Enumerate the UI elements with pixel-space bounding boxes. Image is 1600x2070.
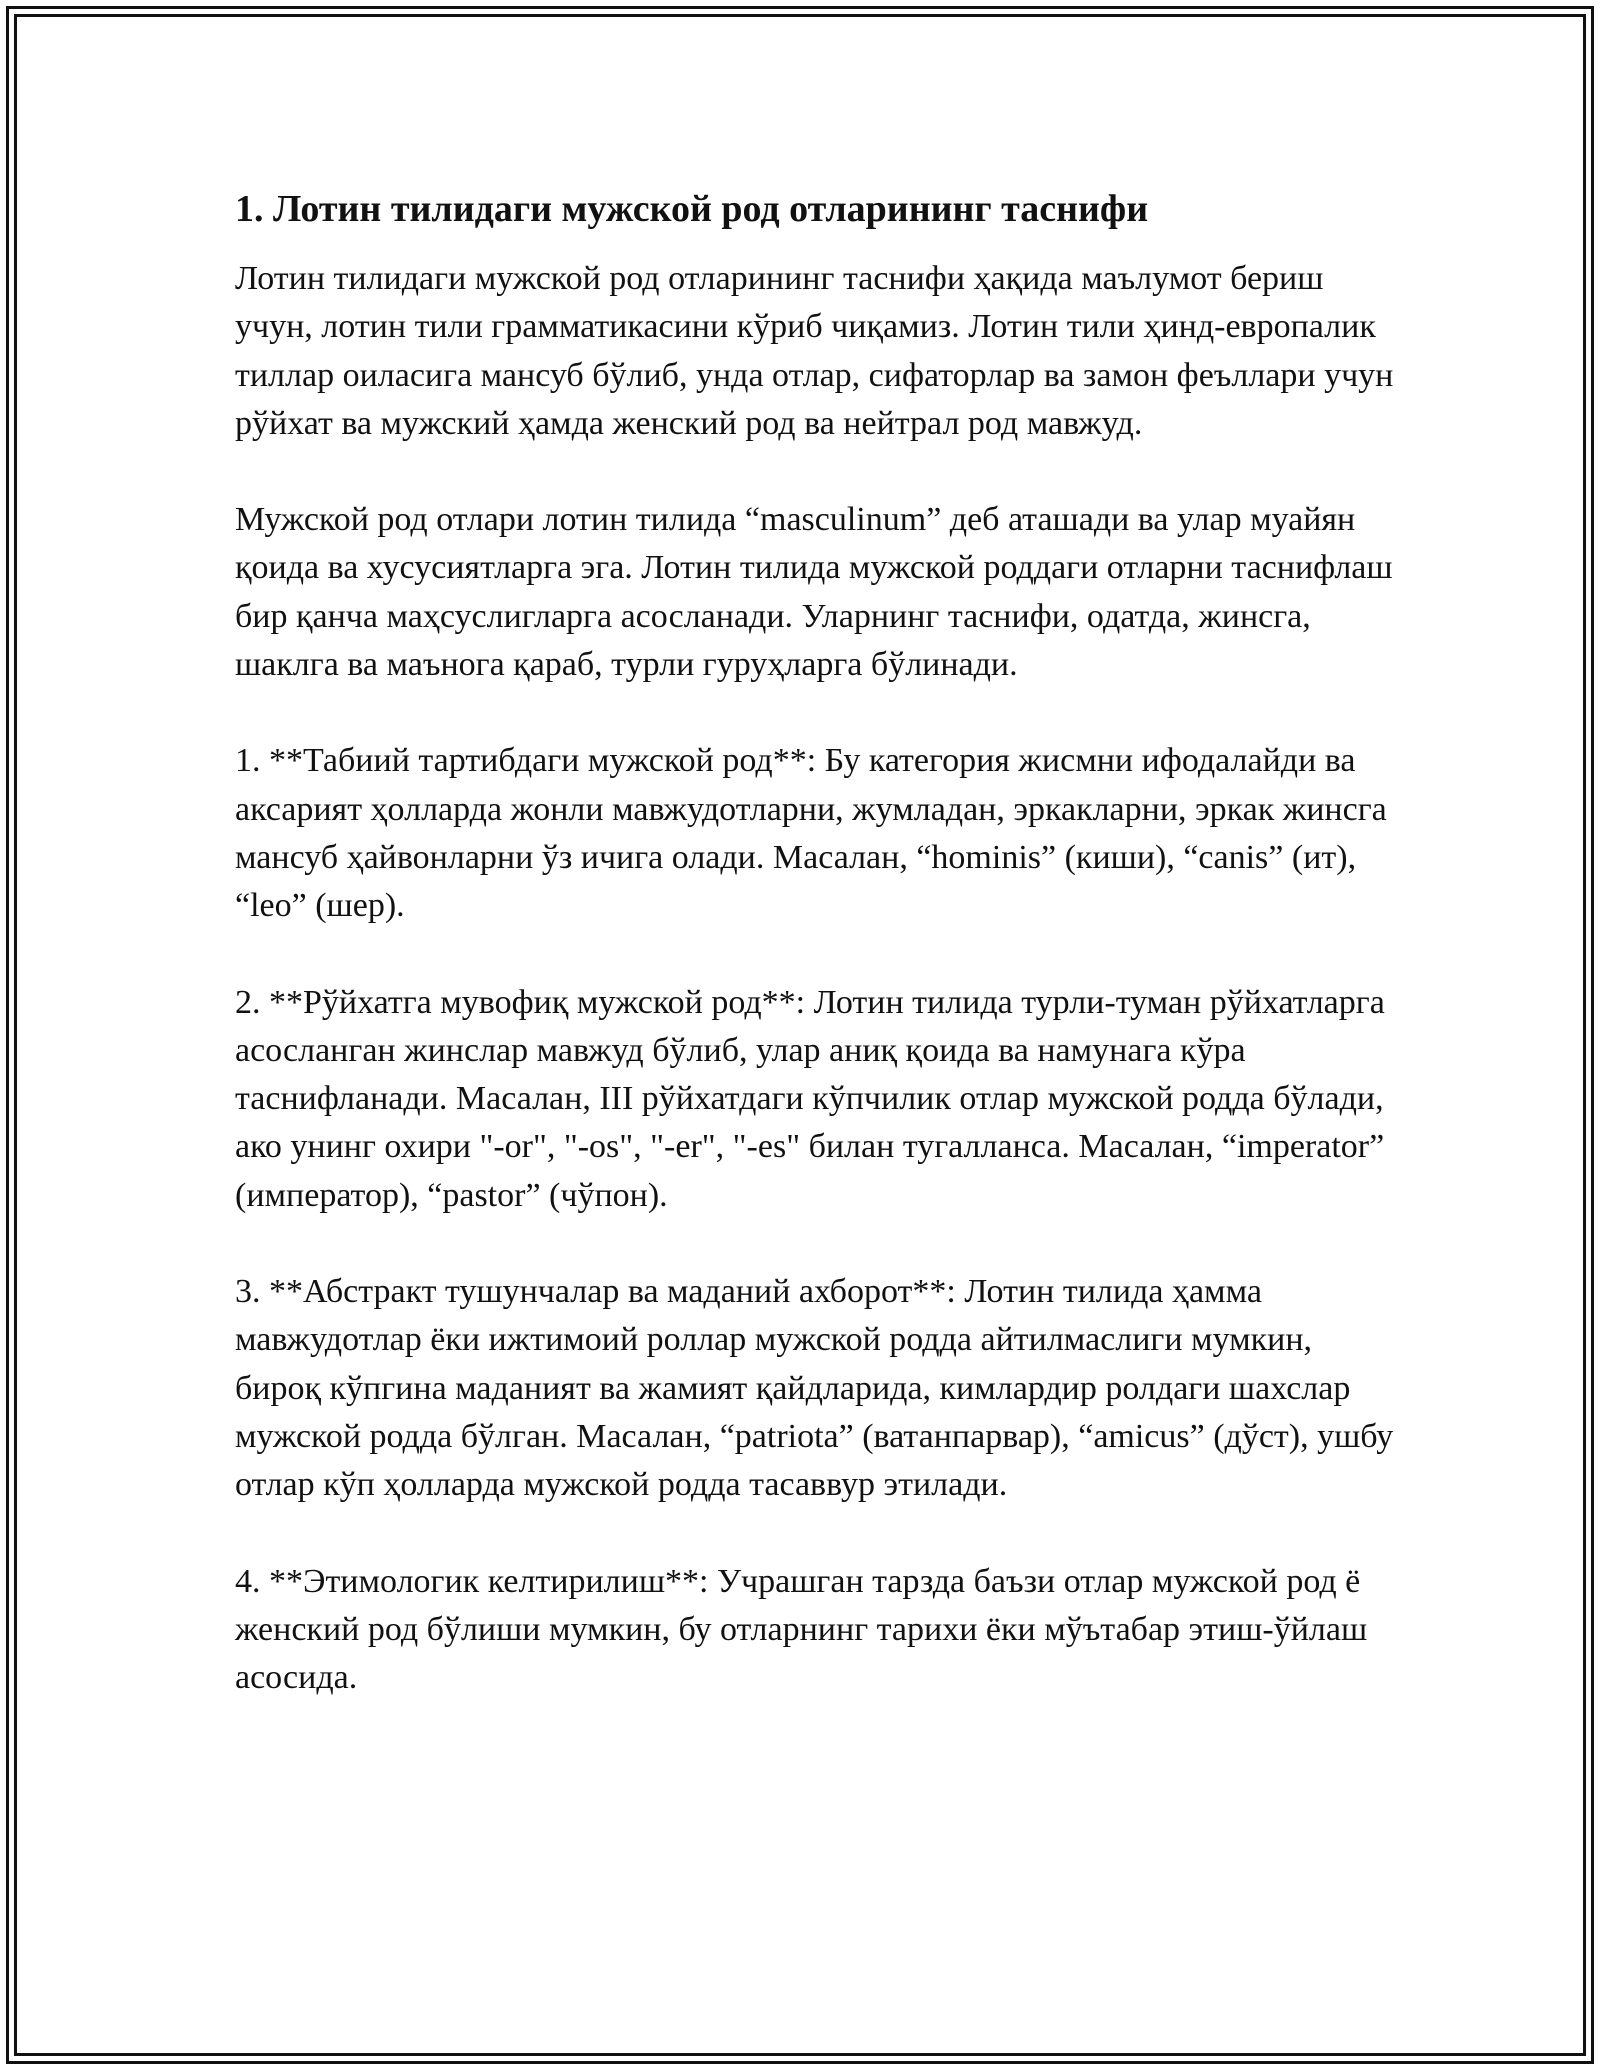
list-item-abstract-concepts: 3. **Абстракт тушунчалар ва маданий ахборот**: Лотин тилида ҳамма мавжудотлар ёки ижтимоий роллар мужской родда айтилмаслиги мумкин, бироқ кўпгина маданият ва жамият қайдларида, кимлардир ролдаги шахслар мужской родда бўлган. Масалан, “patriota” (ватанпарвар), “amicus” (дўст), ушбу отлар кўп ҳолларда мужской родда тасаввур этилади. (235, 1273, 1394, 1504)
document-body (235, 185, 1395, 1750)
paragraph-masculinum: Мужской род отлари лотин тилида “masculinum” деб аташади ва улар муайян қоида ва хусусиятларга эга. Лотин тилида мужской роддаги отларни таснифлаш бир қанча маҳсуслигларга асосланади. Уларнинг таснифи, одатда, жинсга, шаклга ва маънога қараб, турли гуруҳларга бўлинади. (235, 501, 1393, 684)
list-item-declension: 2. **Рўйхатга мувофиқ мужской род**: Лотин тилида турли-туман рўйхатларга асосланган жинслар мавжуд бўлиб, улар аниқ қоида ва намунага кўра таснифланади. Масалан, III рўйхатдаги кўпчилик отлар мужской родда бўлади, ако унинг охири "-or", "-os", "-er", "-es" билан тугалланса. Масалан, “imperator” (император), “pastor” (чўпон). (235, 983, 1385, 1214)
list-item-natural-order: 1. **Табиий тартибдаги мужской род**: Бу категория жисмни ифодалайди ва аксарият ҳолларда жонли мавжудотларни, жумладан, эркакларни, эркак жинсга мансуб ҳайвонларни ўз ичига олади. Масалан, “hominis” (киши), “canis” (ит), “leo” (шер). (235, 742, 1387, 925)
list-item-etymology: 4. **Этимологик келтирилиш**: Учрашган тарзда баъзи отлар мужской род ё женский род бўлиши мумкин, бу отларнинг тарихи ёки мўътабар этиш-ўйлаш асосида. (235, 1562, 1368, 1697)
paragraph-intro: Лотин тилидаги мужской род отларининг таснифи ҳақида маълумот бериш учун, лотин тили грамматикасини кўриб чиқамиз. Лотин тили ҳинд-европалик тиллар оиласига мансуб бўлиб, унда отлар, сифаторлар ва замон феъллари учун рўйхат ва мужский ҳамда женский род ва нейтрал род мавжуд. (235, 260, 1394, 442)
section-heading: 1. Лотин тилидаги мужской род отларининг таснифи (235, 188, 1149, 230)
